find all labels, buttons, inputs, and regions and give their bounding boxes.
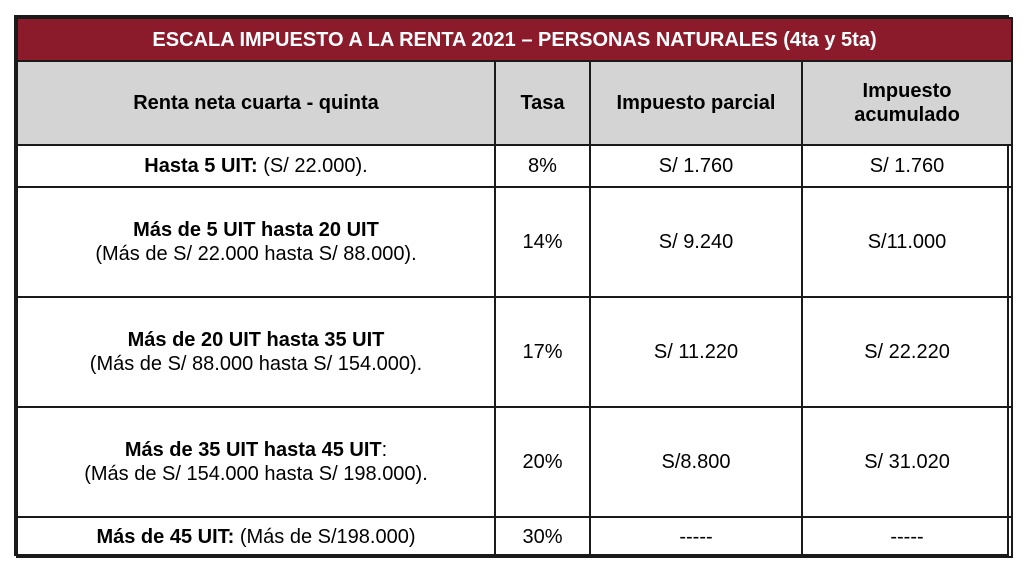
tramo-detail: (Más de S/ 88.000 hasta S/ 154.000). [89,353,423,375]
parcial-cell: S/ 1.760 [590,145,802,187]
tramo-label: Más de 5 UIT hasta 20 UIT [133,219,379,241]
tramo-cell [17,145,495,187]
acumulado-cell: S/ 31.020 [802,407,1012,517]
tasa-cell: 14% [495,187,590,297]
table-row [17,145,1012,187]
tramo-cell [17,187,495,297]
tramo-colon: : [381,439,388,461]
header-acumulado-line2: acumulado [854,104,960,126]
tax-scale-table [16,17,1013,558]
parcial-cell: ----- [590,517,802,557]
acumulado-cell: S/ 1.760 [802,145,1012,187]
header-acumulado-line1: Impuesto [862,80,952,102]
acumulado-cell: S/11.000 [802,187,1012,297]
parcial-cell: S/ 11.220 [590,297,802,407]
tramo-detail: (Más de S/198.000) [234,526,416,548]
tasa-cell: 8% [495,145,590,187]
header-tasa: Tasa [495,61,590,145]
tramo-detail: (Más de S/ 22.000 hasta S/ 88.000). [95,243,417,265]
header-acumulado [802,61,1012,145]
tramo-detail: (S/ 22.000). [257,155,368,177]
table-title: ESCALA IMPUESTO A LA RENTA 2021 – PERSONAS NATURALES (4ta y 5ta) [17,18,1012,61]
parcial-cell: S/ 9.240 [590,187,802,297]
table-row [17,297,1012,407]
tasa-cell: 20% [495,407,590,517]
tramo-label: Más de 45 UIT: [96,526,235,548]
tramo-cell [17,517,495,557]
table-row [17,517,1012,557]
tramo-label: Más de 35 UIT hasta 45 UIT [124,439,382,461]
acumulado-cell: S/ 22.220 [802,297,1012,407]
title-row [17,18,1012,61]
parcial-cell: S/8.800 [590,407,802,517]
tramo-detail: (Más de S/ 154.000 hasta S/ 198.000). [84,463,428,485]
header-parcial: Impuesto parcial [590,61,802,145]
tasa-cell: 17% [495,297,590,407]
acumulado-cell: ----- [802,517,1012,557]
header-renta: Renta neta cuarta - quinta [17,61,495,145]
header-row [17,61,1012,145]
tramo-label: Más de 20 UIT hasta 35 UIT [127,329,385,351]
tramo-cell [17,297,495,407]
tasa-cell: 30% [495,517,590,557]
tramo-cell [17,407,495,517]
tramo-label: Hasta 5 UIT: [144,155,258,177]
table-row [17,407,1012,517]
table-row [17,187,1012,297]
tax-scale-table-wrapper [14,15,1009,556]
